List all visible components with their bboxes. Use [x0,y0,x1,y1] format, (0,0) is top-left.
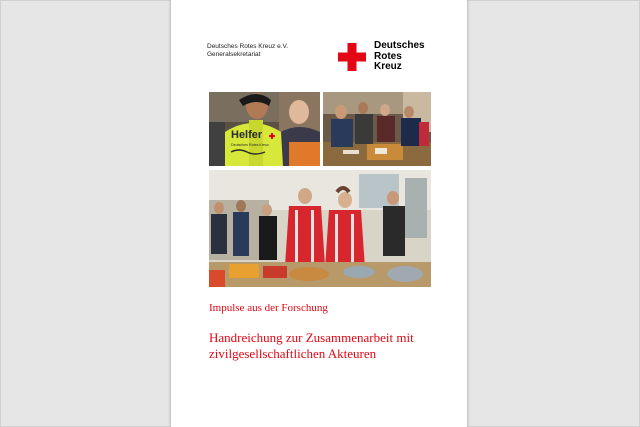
logo-word-3: Kreuz [374,61,402,72]
document-title [209,330,449,362]
organization-block [207,43,288,59]
logo-wordmark [374,41,425,73]
photo-helper-vest [209,92,320,166]
vest-label: Helfer [231,129,263,141]
logo-word-2: Rotes [374,50,402,62]
drk-logo [338,39,458,75]
document-title-line-2: zivilgesellschaftlichen Akteuren [209,346,377,361]
vest-sublabel: Deutsches Rotes Kreuz [231,143,269,147]
document-cover [171,0,467,427]
organization-department: Generalsekretariat [207,51,261,58]
photo-food-distribution [209,170,431,287]
organization-name: Deutsches Rotes Kreuz e.V. [207,43,289,50]
logo-word-1: Deutsches [374,40,425,51]
document-title-line-1: Handreichung zur Zusammenarbeit mit [209,330,414,345]
red-cross-icon [338,43,366,71]
document-subtitle: Impulse aus der Forschung [209,302,328,314]
photo-registration-desk [323,92,431,166]
